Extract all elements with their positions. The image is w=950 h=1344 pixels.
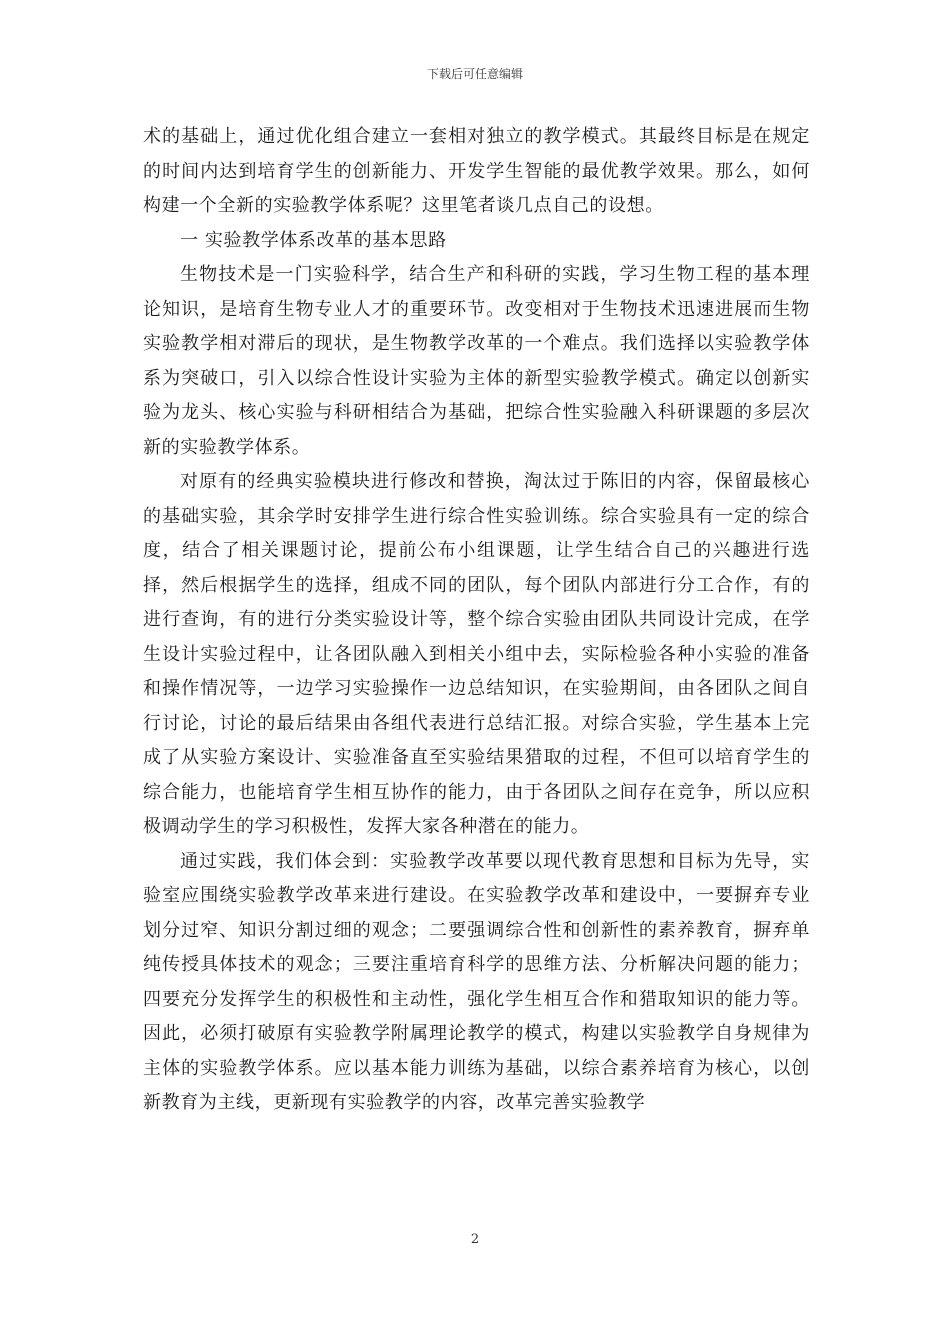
page-number: 2	[470, 1232, 480, 1247]
section-heading: 一 实验教学体系改革的基本思路	[180, 229, 447, 251]
page-header: 下载后可任意编辑	[426, 67, 523, 81]
document-body	[143, 120, 810, 1121]
paragraph: 对原有的经典实验模块进行修改和替换，淘汰过于陈旧的内容，保留最核心的基础实验，其余学时安排学生进行综合性实验训练。综合实验具有一定的综合度，结合了相关课题讨论，提前公布小组课题，让学生结合自己的兴趣进行选择，然后根据学生的选择，组成不同的团队，每个团队内部进行分工合作，有的进行查询，有的进行分类实验设计等，整个综合实验由团队共同设计完成，在学生设计实验过程中，让各团队融入到相关小组中去，实际检验各种小实验的准备和操作情况等，一边学习实验操作一边总结知识，在实验期间，由各团队之间自行讨论，讨论的最后结果由各组代表进行总结汇报。对综合实验，学生基本上完成了从实验方案设计、实验准备直至实验结果猎取的过程，不但可以培育学生的综合能力，也能培育学生相互协作的能力，由于各团队之间存在竞争，所以应积极调动学生的学习积极性，发挥大家各种潜在的能力。	[143, 471, 810, 837]
paragraph: 通过实践，我们体会到：实验教学改革要以现代教育思想和目标为先导，实验室应围绕实验教学改革来进行建设。在实验教学改革和建设中，一要摒弃专业划分过窄、知识分割过细的观念；二要强调综合性和创新性的素养教育，摒弃单纯传授具体技术的观念；三要注重培育科学的思维方法、分析解决问题的能力；四要充分发挥学生的积极性和主动性，强化学生相互合作和猎取知识的能力等。因此，必须打破原有实验教学附属理论教学的模式，构建以实验教学自身规律为主体的实验教学体系。应以基本能力训练为基础，以综合素养培育为核心，以创新教育为主线，更新现有实验教学的内容，改革完善实验教学	[143, 850, 810, 1113]
paragraph: 生物技术是一门实验科学，结合生产和科研的实践，学习生物工程的基本理论知识，是培育生物专业人才的重要环节。改变相对于生物技术迅速进展而生物实验教学相对滞后的现状，是生物教学改革的一个难点。我们选择以实验教学体系为突破口，引入以综合性设计实验为主体的新型实验教学模式。确定以创新实验为龙头、核心实验与科研相结合为基础，把综合性实验融入科研课题的多层次新的实验教学体系。	[143, 264, 810, 458]
paragraph-continuation: 术的基础上，通过优化组合建立一套相对独立的教学模式。其最终目标是在规定的时间内达到培育学生的创新能力、开发学生智能的最优教学效果。那么，如何构建一个全新的实验教学体系呢？这里笔者谈几点自己的设想。	[143, 126, 810, 216]
